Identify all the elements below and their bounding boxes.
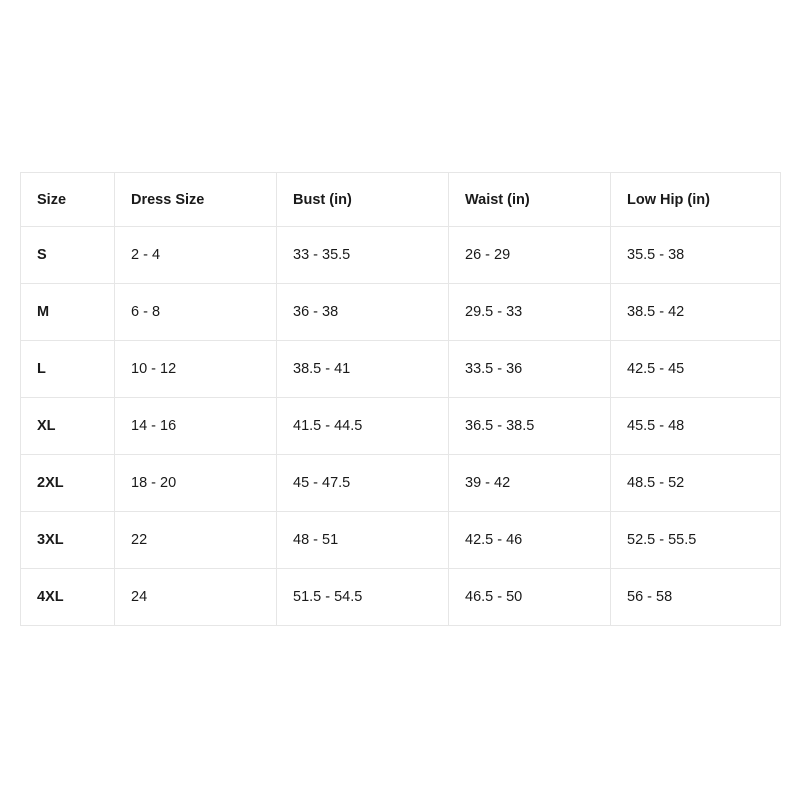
cell-low-hip: 56 - 58 — [611, 569, 781, 626]
cell-waist: 36.5 - 38.5 — [449, 398, 611, 455]
table-header — [21, 173, 781, 227]
cell-dress-size: 2 - 4 — [115, 227, 277, 284]
size-chart-container — [20, 172, 780, 626]
cell-bust: 33 - 35.5 — [277, 227, 449, 284]
cell-waist: 29.5 - 33 — [449, 284, 611, 341]
column-header-low-hip: Low Hip (in) — [611, 173, 781, 227]
cell-waist: 42.5 - 46 — [449, 512, 611, 569]
table-row — [21, 569, 781, 626]
cell-dress-size: 24 — [115, 569, 277, 626]
cell-waist: 46.5 - 50 — [449, 569, 611, 626]
cell-size: 2XL — [21, 455, 115, 512]
table-header-row — [21, 173, 781, 227]
column-header-dress-size: Dress Size — [115, 173, 277, 227]
table-row — [21, 512, 781, 569]
cell-low-hip: 52.5 - 55.5 — [611, 512, 781, 569]
cell-dress-size: 22 — [115, 512, 277, 569]
cell-size: S — [21, 227, 115, 284]
cell-size: 4XL — [21, 569, 115, 626]
cell-size: L — [21, 341, 115, 398]
table-row — [21, 398, 781, 455]
table-row — [21, 227, 781, 284]
cell-bust: 45 - 47.5 — [277, 455, 449, 512]
table-row — [21, 341, 781, 398]
table-body — [21, 227, 781, 626]
cell-waist: 39 - 42 — [449, 455, 611, 512]
cell-low-hip: 42.5 - 45 — [611, 341, 781, 398]
cell-low-hip: 45.5 - 48 — [611, 398, 781, 455]
size-chart-table — [20, 172, 781, 626]
cell-size: 3XL — [21, 512, 115, 569]
table-row — [21, 284, 781, 341]
column-header-size: Size — [21, 173, 115, 227]
cell-dress-size: 18 - 20 — [115, 455, 277, 512]
column-header-bust: Bust (in) — [277, 173, 449, 227]
cell-waist: 26 - 29 — [449, 227, 611, 284]
table-row — [21, 455, 781, 512]
cell-dress-size: 10 - 12 — [115, 341, 277, 398]
column-header-waist: Waist (in) — [449, 173, 611, 227]
cell-bust: 41.5 - 44.5 — [277, 398, 449, 455]
cell-low-hip: 48.5 - 52 — [611, 455, 781, 512]
cell-low-hip: 35.5 - 38 — [611, 227, 781, 284]
cell-size: M — [21, 284, 115, 341]
cell-bust: 36 - 38 — [277, 284, 449, 341]
cell-dress-size: 6 - 8 — [115, 284, 277, 341]
cell-low-hip: 38.5 - 42 — [611, 284, 781, 341]
cell-size: XL — [21, 398, 115, 455]
cell-bust: 51.5 - 54.5 — [277, 569, 449, 626]
cell-dress-size: 14 - 16 — [115, 398, 277, 455]
cell-bust: 38.5 - 41 — [277, 341, 449, 398]
cell-waist: 33.5 - 36 — [449, 341, 611, 398]
cell-bust: 48 - 51 — [277, 512, 449, 569]
